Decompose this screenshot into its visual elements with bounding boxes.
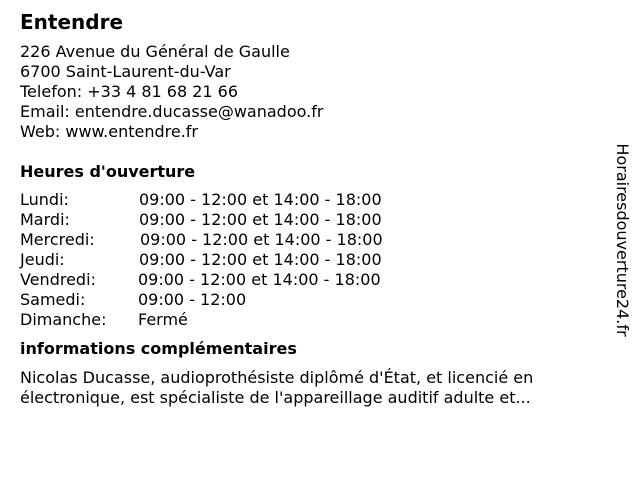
business-name: Entendre — [20, 10, 124, 34]
email-address: Email: entendre.ducasse@wanadoo.fr — [20, 102, 324, 121]
hours-row-thursday — [20, 250, 600, 270]
contact-block — [20, 42, 600, 142]
day-label: Samedi: — [20, 290, 86, 309]
day-hours: 09:00 - 12:00 et 14:00 - 18:00 — [139, 210, 382, 229]
day-label: Mardi: — [20, 210, 70, 229]
day-label: Lundi: — [20, 190, 69, 209]
hours-row-monday — [20, 190, 600, 210]
hours-row-tuesday — [20, 210, 600, 230]
day-hours: 09:00 - 12:00 — [138, 290, 247, 309]
day-label: Vendredi: — [20, 270, 96, 289]
day-hours: 09:00 - 12:00 et 14:00 - 18:00 — [140, 230, 383, 249]
website-address: Web: www.entendre.fr — [20, 122, 198, 141]
hours-table — [20, 190, 600, 330]
business-card — [20, 8, 600, 408]
day-hours: 09:00 - 12:00 et 14:00 - 18:00 — [139, 190, 382, 209]
hours-heading: Heures d'ouverture — [20, 162, 196, 181]
address-city: 6700 Saint-Laurent-du-Var — [20, 62, 231, 81]
phone-number: Telefon: +33 4 81 68 21 66 — [20, 82, 239, 101]
brand-watermark: Horairesdouverture24.fr — [613, 143, 632, 337]
hours-row-sunday — [20, 310, 600, 330]
hours-row-wednesday — [20, 230, 600, 250]
hours-row-friday — [20, 270, 600, 290]
day-hours: 09:00 - 12:00 et 14:00 - 18:00 — [139, 250, 382, 269]
day-hours: 09:00 - 12:00 et 14:00 - 18:00 — [138, 270, 381, 289]
hours-row-saturday — [20, 290, 600, 310]
day-hours: Fermé — [138, 310, 188, 329]
day-label: Jeudi: — [20, 250, 65, 269]
day-label: Mercredi: — [20, 230, 95, 249]
info-heading: informations complémentaires — [20, 339, 297, 358]
day-label: Dimanche: — [20, 310, 107, 329]
business-description: Nicolas Ducasse, audioprothésiste diplômé d'État, et licencié en électronique, est spécialiste de l'appareillage auditif adulte et... — [20, 368, 534, 407]
address-street: 226 Avenue du Général de Gaulle — [20, 42, 290, 61]
